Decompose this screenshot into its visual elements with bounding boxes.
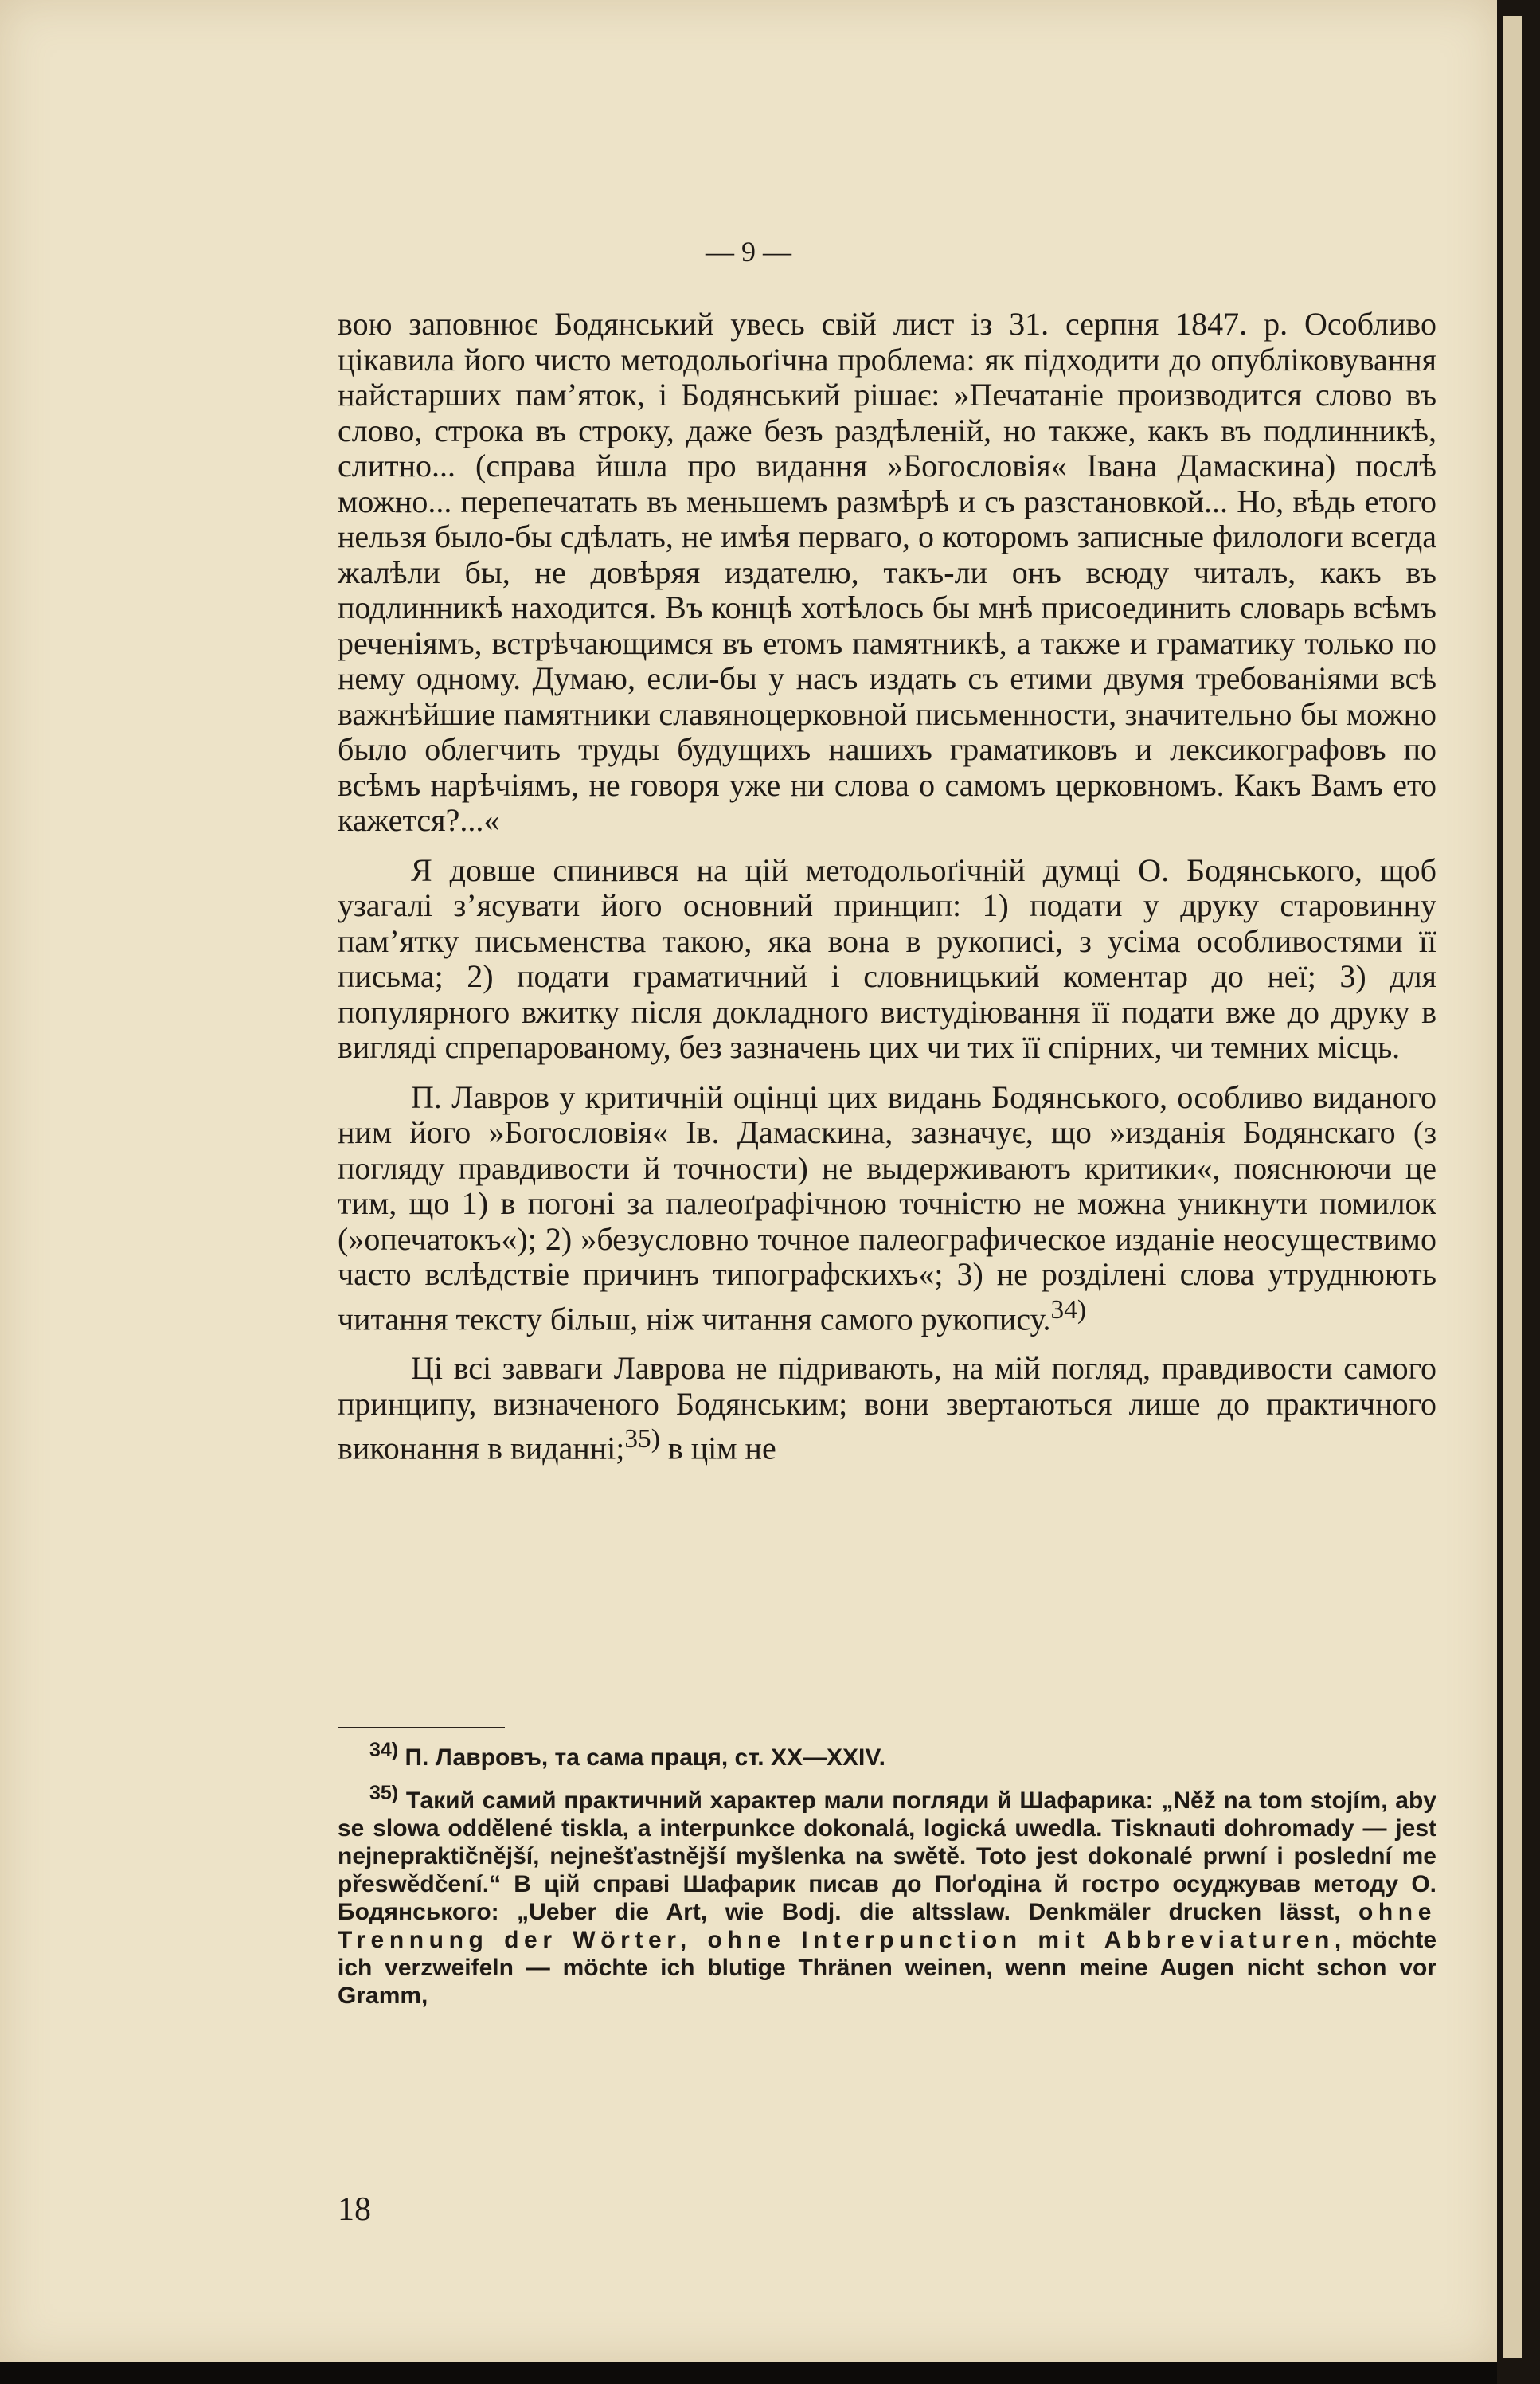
footnote-separator (338, 1727, 505, 1728)
footnote-35-text-a: Такий самий практичний характер мали погляди й Шафарика: „Něž na tom stojím, aby se slowa oddělené tiskla, a interpunkce dokonalá, logická uwedla. Tisknauti dohromady — jest nejnepraktičnější, nejnešťastnější myšlenka na swětě. Toto jest dokonalé prwní i poslední me přeswědčení.“ В цій справі Шафарик писав до Поґодіна й гостро осуджував методу О. Бодянського: „Ueber die Art, wie Bodj. die altsslaw. Denkmäler drucken lässt, (338, 1787, 1436, 1925)
paragraph-4 (338, 1351, 1436, 1466)
footnote-35-mark: 35) (369, 1782, 399, 1804)
footnotes (338, 1736, 1436, 2018)
paragraph-2: Я довше спинився на цій методольоґічній думці О. Бодянського, щоб узагалі з’ясувати його основний принцип: 1) подати у друку старовинну пам’ятку письменства такою, яка вона в рукописі, з усіма особливостями її письма; 2) подати граматичний і словницький коментар до неї; 3) для популярного вжитку після докладного вистудіювання її подати вже до друку в вигляді спрепарованому, без зазначень цих чи тих її спірних, чи темних місць. (338, 851, 1436, 1065)
footnote-34-mark: 34) (369, 1739, 399, 1761)
page-number: — 9 — (706, 236, 791, 268)
footnote-35-spaced-emphasis: ohne Trennung der Wörter, ohne Interpunction mit Abbreviaturen (338, 1899, 1436, 1953)
footnote-34 (338, 1736, 1436, 1771)
footnote-34-text: П. Лавровъ, та сама праця, ст. XX—XXIV. (398, 1744, 885, 1771)
main-text (338, 307, 1436, 1481)
signature-mark: 18 (338, 2191, 371, 2228)
paragraph-1: вою заповнює Бодянський увесь свій лист із 31. серпня 1847. р. Особливо цікавила його чисто методольоґічна проблема: як підходити до опубліковування найстарших пам’яток, і Бодянський рішає: »Печатаніе производится слово въ слово, строка въ строку, даже безъ раздѣленій, но также, какъ въ подлинникѣ, слитно... (справа йшла про видання »Богословія« Івана Дамаскина) послѣ можно... перепечатать въ меньшемъ размѣрѣ и съ разстановкой... Но, вѣдь етого нельзя было-бы сдѣлать, не имѣя перваго, о которомъ записные филологи всегда жалѣли бы, не довѣряя издателю, такъ-ли онъ всюду читалъ, какъ въ подлинникѣ находится. Въ концѣ хотѣлось бы мнѣ присоединить словарь всѣмъ реченіямъ, встрѣчающимся въ етомъ памятникѣ, а также и граматику только по нему одному. Думаю, если-бы у насъ издать съ етими двумя требованіями всѣ важнѣйшие памятники славяноцерковной письменности, значительно бы можно было облегчить труды будущихъ нашихъ граматиковъ и лексикографовъ по всѣмъ нарѣчіямъ, не говоря уже ни слова о самомъ церковномъ. Какъ Вамъ ето кажется?...« (338, 306, 1436, 838)
footnote-35 (338, 1779, 1436, 2010)
paragraph-3-text: П. Лавров у критичній оцінці цих видань Бодянського, особливо виданого ним його »Богословія« Ів. Дамаскина, зазначує, що »изданія Бодянскаго (з погляду правдивости й точности) не выдерживаютъ критики«, пояснюючи це тим, що 1) в погоні за палеоґрафічною точністю не можна уникнути помилок (»опечатокъ«); 2) »безусловно точное палеографическое изданіе неосуществимо часто вслѣдствіе причинъ типографскихъ«; 3) не розділені слова утруднюють читання тексту більш, ніж читання самого рукопису. (338, 1078, 1436, 1337)
footnote-ref-34: 34) (1050, 1294, 1086, 1325)
paragraph-3 (338, 1080, 1436, 1337)
paragraph-4-text: Ці всі завваги Лаврова не підривають, на мій погляд, правдивости самого принципу, визначеного Бодянським; вони звертаються лише до практичного виконання в виданні; (338, 1350, 1436, 1466)
footnote-35-text-b: , möchte ich verzweifeln — möchte ich blutige Thränen weinen, wenn meine Augen nicht schon vor Gramm, (338, 1927, 1436, 2009)
footnote-ref-35: 35) (624, 1424, 660, 1454)
page-edge (1503, 16, 1522, 2358)
paragraph-4-end: в цім не (659, 1430, 776, 1466)
